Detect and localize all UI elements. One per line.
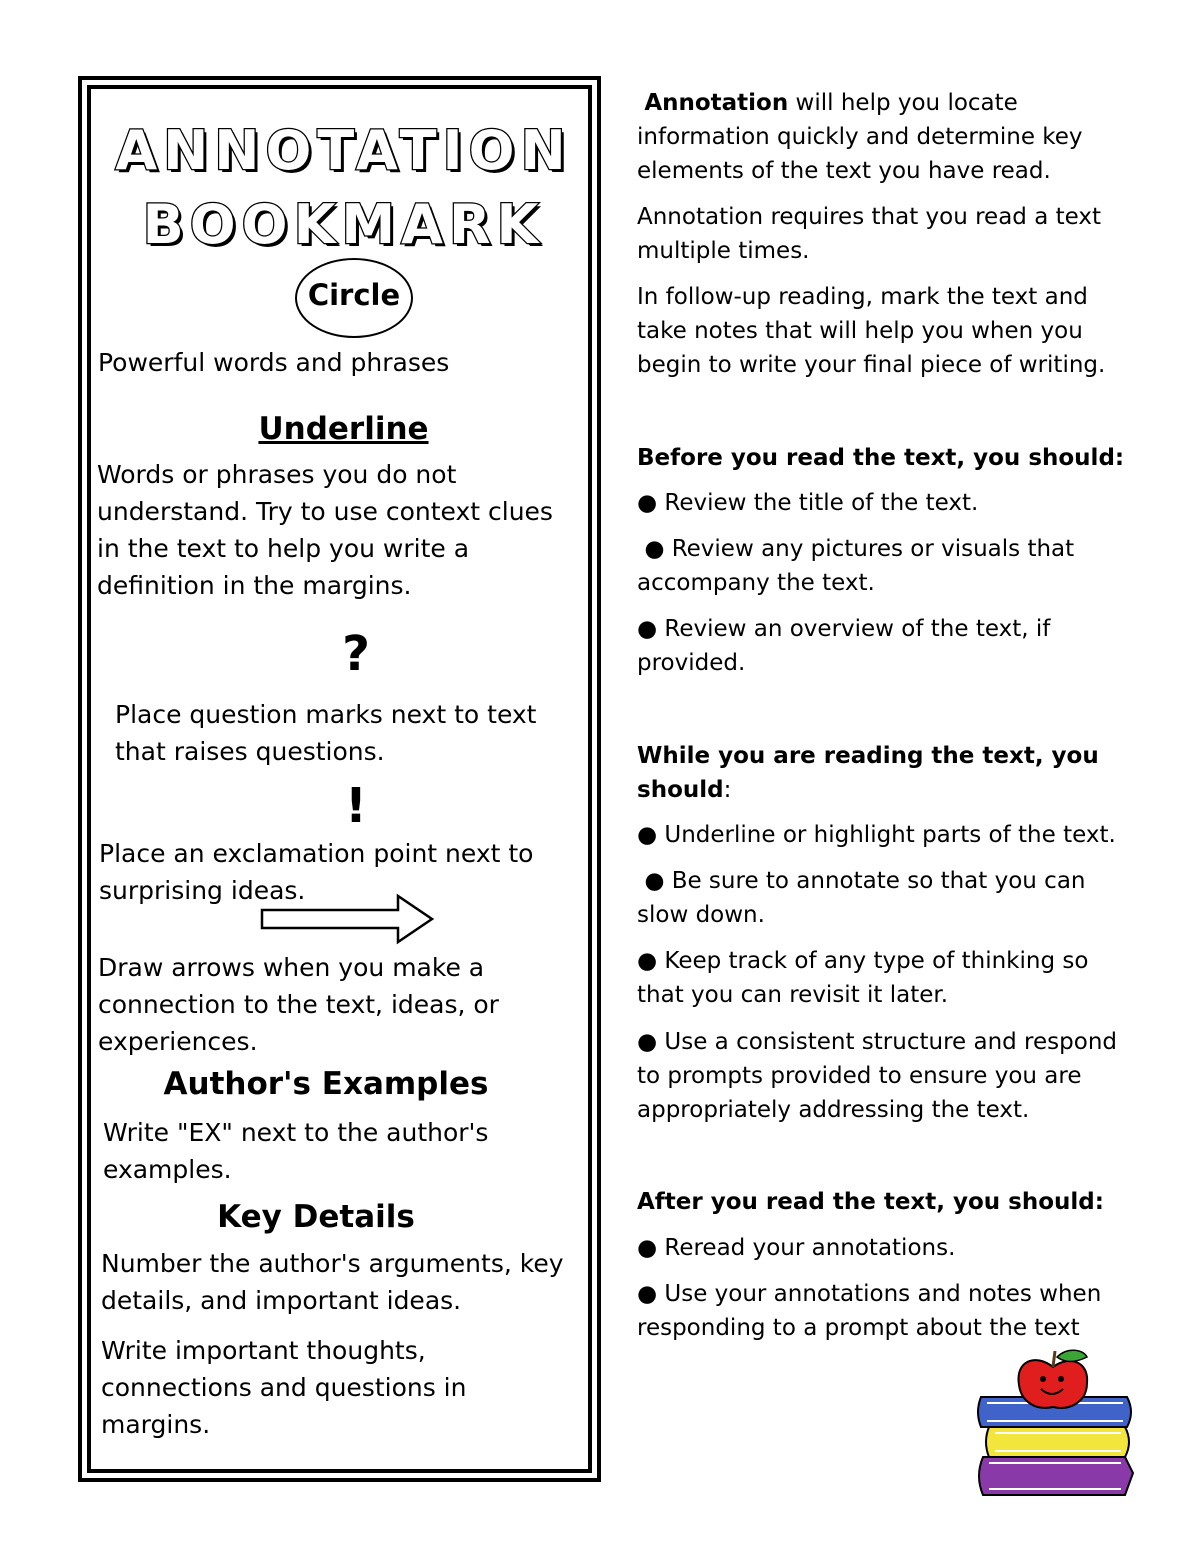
intro-paragraph <box>637 86 1137 188</box>
circle-heading: Circle <box>307 278 401 312</box>
key-details-text2: Write important thoughts, connections and questions in margins. <box>101 1336 467 1439</box>
underline-heading: Underline <box>258 411 429 447</box>
before-item: ● Review any pictures or visuals that accompany the text. <box>637 536 1082 596</box>
key-details-heading: Key Details <box>217 1199 415 1235</box>
before-item: ● Review the title of the text. <box>637 490 979 516</box>
paragraph-multiple-readings: Annotation requires that you read a text multiple times. <box>637 204 1101 264</box>
intro-rest: will help you locate information quickly and determine key elements of the text you have read. <box>637 90 1083 184</box>
question-text: Place question marks next to text that raises questions. <box>115 700 537 766</box>
after-item: ● Use your annotations and notes when responding to a prompt about the text <box>637 1281 1102 1341</box>
bookmark-title-line1: ANNOTATION <box>115 119 572 182</box>
question-mark-icon: ? <box>342 626 370 682</box>
paragraph-follow-up: In follow-up reading, mark the text and take notes that will help you when you begin to write your final piece of writing. <box>637 284 1106 378</box>
after-heading: After you read the text, you should: <box>637 1189 1104 1215</box>
circle-text: Powerful words and phrases <box>98 348 450 377</box>
exclamation-text: Place an exclamation point next to surprising ideas. <box>99 839 534 905</box>
authors-examples-text: Write "EX" next to the author's examples. <box>103 1118 489 1184</box>
after-item: ● Reread your annotations. <box>637 1235 956 1261</box>
while-heading <box>637 739 1137 807</box>
authors-examples-heading: Author's Examples <box>163 1066 489 1102</box>
key-details-text: Number the author's arguments, key details, and important ideas. <box>101 1249 564 1315</box>
apple-on-books-icon <box>975 1345 1140 1510</box>
before-heading: Before you read the text, you should: <box>637 445 1125 471</box>
while-item: ● Keep track of any type of thinking so that you can revisit it later. <box>637 948 1089 1008</box>
while-heading-colon: : <box>723 777 732 803</box>
exclamation-mark-icon: ! <box>345 778 367 834</box>
while-item: ● Underline or highlight parts of the text. <box>637 822 1116 848</box>
bookmark-title-line2: BOOKMARK <box>142 193 545 256</box>
while-item: ● Be sure to annotate so that you can slow down. <box>637 868 1093 928</box>
underline-text: Words or phrases you do not understand. Try to use context clues in the text to help you write a definition in the margins. <box>97 460 553 600</box>
while-heading-bold: While you are reading the text, you should <box>637 743 1099 803</box>
before-item: ● Review an overview of the text, if provided. <box>637 616 1051 676</box>
arrows-text: Draw arrows when you make a connection to the text, ideas, or experiences. <box>98 953 499 1056</box>
intro-bold: Annotation <box>644 90 789 116</box>
while-item: ● Use a consistent structure and respond to prompts provided to ensure you are appropriately addressing the text. <box>637 1029 1117 1123</box>
arrow-right-icon <box>258 892 438 948</box>
